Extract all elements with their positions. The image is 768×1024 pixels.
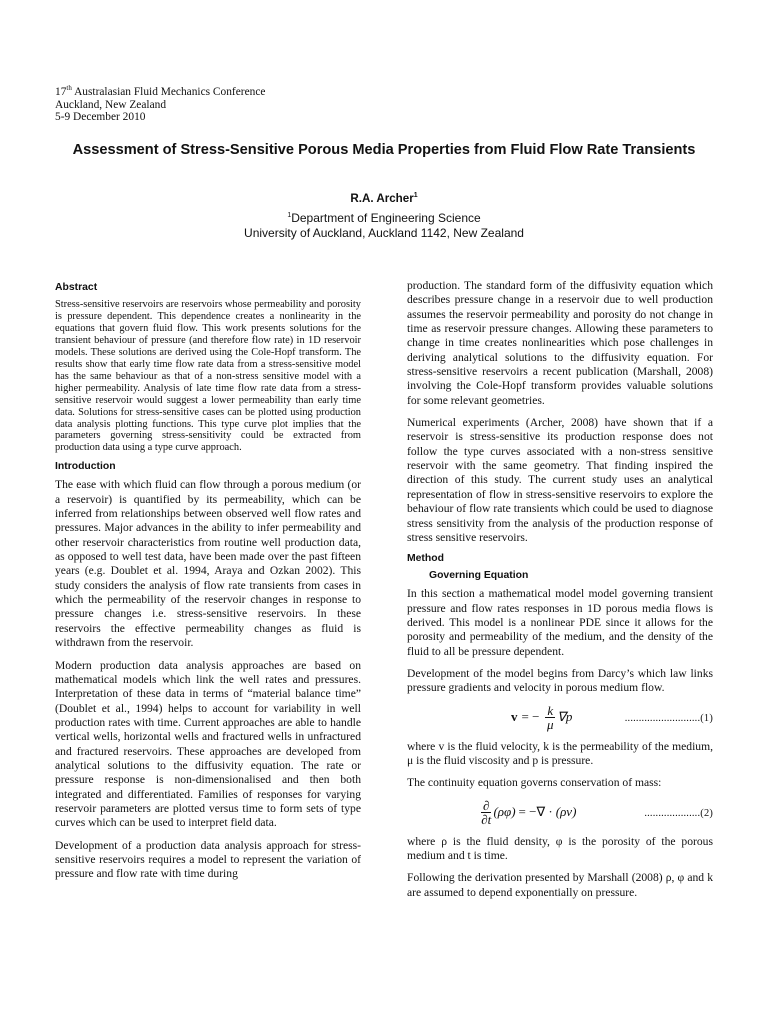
right-column xyxy=(407,279,713,908)
intro-paragraph-1: The ease with which fluid can flow through a porous medium (or a reservoir) is quantified by its permeability, which can be inferred from relationships between observed well flow rates and pressures. Major advances in the ability to infer permeability and other reservoir characteristics from routine well production data, as opposed to well test data, have been made over the past fifteen years (e.g. Doublet et al. 1994, Araya and Ozkan 2002). This study considers the analysis of flow rate transients from cases in which the permeability of the reservoir changes in response to pressure changes i.e. stress-sensitive reservoirs. In these reservoirs the effective permeability changes as fluid is withdrawn from the reservoir. xyxy=(55,478,361,650)
conference-name: 17th Australasian Fluid Mechanics Conference xyxy=(55,84,266,98)
intro-continuation-2: Numerical experiments (Archer, 2008) have shown that if a reservoir is stress-sensitive its production response does not follow the type curves associated with a non-stress sensitive reservoir with the same geometry. That finding inspired the direction of this study. The current study uses an analytical representation of flow in stress-sensitive reservoirs to explore the behaviour of flow rate transients which could be used to diagnose stress sensitivity from the analysis of the production response of stress sensitive reservoirs. xyxy=(407,416,713,544)
governing-equation-heading: Governing Equation xyxy=(429,570,529,582)
eq2-label: ....................(2) xyxy=(644,807,713,819)
introduction-heading: Introduction xyxy=(55,461,116,473)
abstract-text: Stress-sensitive reservoirs are reservoirs whose permeability and porosity is pressure dependent. This dependence creates a nonlinearity in the equations that govern fluid flow. This work presents solutions for the transient behaviour of pressure (and therefore flow rate) in 1D reservoir models. These solutions are derived using the Cole-Hopf transform. The results show that early time flow rate data from a stress-sensitive model has the same behaviour as that of a non-stress sensitive model with a higher permeability. Analysis of late time flow rate data from a stress-sensitive reservoir would suggest a lower permeability than early time data. Solutions for stress-sensitive cases can be plotted using production data analysis plotting functions. This type curve plot implies that the parameters governing stress-sensitivity could be extracted from production data using a type curve approach. xyxy=(55,299,361,454)
conference-dates: 5-9 December 2010 xyxy=(55,111,146,124)
method-paragraph-1: In this section a mathematical model model governing transient pressure and flow rates responses in 1D porous media flows is derived. This model is a nonlinear PDE since it allows for the porosity and permeability of the medium, and the density of the fluid to all be pressure dependent. xyxy=(407,587,713,658)
abstract-heading: Abstract xyxy=(55,282,98,293)
eq1-description: where v is the fluid velocity, k is the permeability of the medium, μ is the fluid viscosity and p is pressure. xyxy=(407,739,713,767)
eq1-label: ...........................(1) xyxy=(624,712,713,724)
conference-header xyxy=(55,86,265,124)
method-heading: Method xyxy=(407,553,444,565)
equation-1-expression xyxy=(511,704,572,731)
intro-paragraph-2: Modern production data analysis approaches are based on mathematical models which link the well rates and pressures. Interpretation of these data in terms of “material balance time” (Doublet et al., 1994) helps to account for variability in well production rates with time. Current approaches are able to handle vertical wells, horizontal wells and fractured wells in unfractured and fractured reservoirs. These approaches are developed from analytical solutions to the diffusivity equation. The rate or pressure response is non-dimensionalised and then both integrated and differentiated. Families of responses for varying reservoir parameters are plotted versus time to form sets of type curves which can be used to interpret field data. xyxy=(55,658,361,830)
eq1-fraction xyxy=(545,704,555,731)
equation-1 xyxy=(407,704,713,734)
eq2-lhs: (ρφ) xyxy=(493,804,516,820)
eq1-denominator: μ xyxy=(547,716,554,732)
affiliation-university: University of Auckland, Auckland 1142, New Zealand xyxy=(244,226,524,240)
affiliation xyxy=(60,211,708,241)
affiliation-department: $^1$Department of Engineering Science xyxy=(287,211,481,225)
equation-2 xyxy=(407,799,713,829)
eq1-lhs: v xyxy=(511,709,518,725)
equation-2-expression xyxy=(479,799,576,826)
paper-author: R.A. Archer$^1$ xyxy=(350,192,418,205)
intro-continuation-1: production. The standard form of the diffusivity equation which describes pressure change in a reservoir due to well production assumes the reservoir permeability and porosity do not change in time as reservoir pressure changes. Allowing these parameters to change in time creates nonlinearities which pose challenges in deriving analytical solutions to the diffusivity equation. For stress-sensitive reservoirs a recent publication (Marshall, 2008) involving the Cole-Hopf transform provides valuable solutions for some relevant geometries. xyxy=(407,279,713,407)
eq2-denominator: ∂t xyxy=(481,811,492,827)
eq1-equals: = − xyxy=(521,709,540,725)
eq2-rhs: (ρv) xyxy=(555,804,577,820)
eq2-numerator: ∂ xyxy=(483,797,490,813)
eq2-description: where ρ is the fluid density, φ is the porosity of the porous medium and t is time. xyxy=(407,834,713,862)
eq1-rhs: ∇p xyxy=(557,709,573,725)
conference-location: Auckland, New Zealand xyxy=(55,98,167,111)
method-paragraph-last: Following the derivation presented by Marshall (2008) ρ, φ and k are assumed to depend exponentially on pressure. xyxy=(407,871,713,899)
continuity-text: The continuity equation governs conservation of mass: xyxy=(407,776,662,790)
left-column xyxy=(55,282,361,890)
eq1-numerator: k xyxy=(547,702,554,718)
paper-title: Assessment of Stress-Sensitive Porous Media Properties from Fluid Flow Rate Transients xyxy=(72,142,696,158)
method-paragraph-2: Development of the model begins from Darcy’s which law links pressure gradients and velocity in porous medium flow. xyxy=(407,666,713,695)
intro-paragraph-3: Development of a production data analysis approach for stress-sensitive reservoirs requires a model to represent the variation of pressure and flow rate with time during xyxy=(55,838,361,881)
eq2-fraction xyxy=(481,799,491,826)
eq2-equals: = −∇ · xyxy=(518,804,553,820)
